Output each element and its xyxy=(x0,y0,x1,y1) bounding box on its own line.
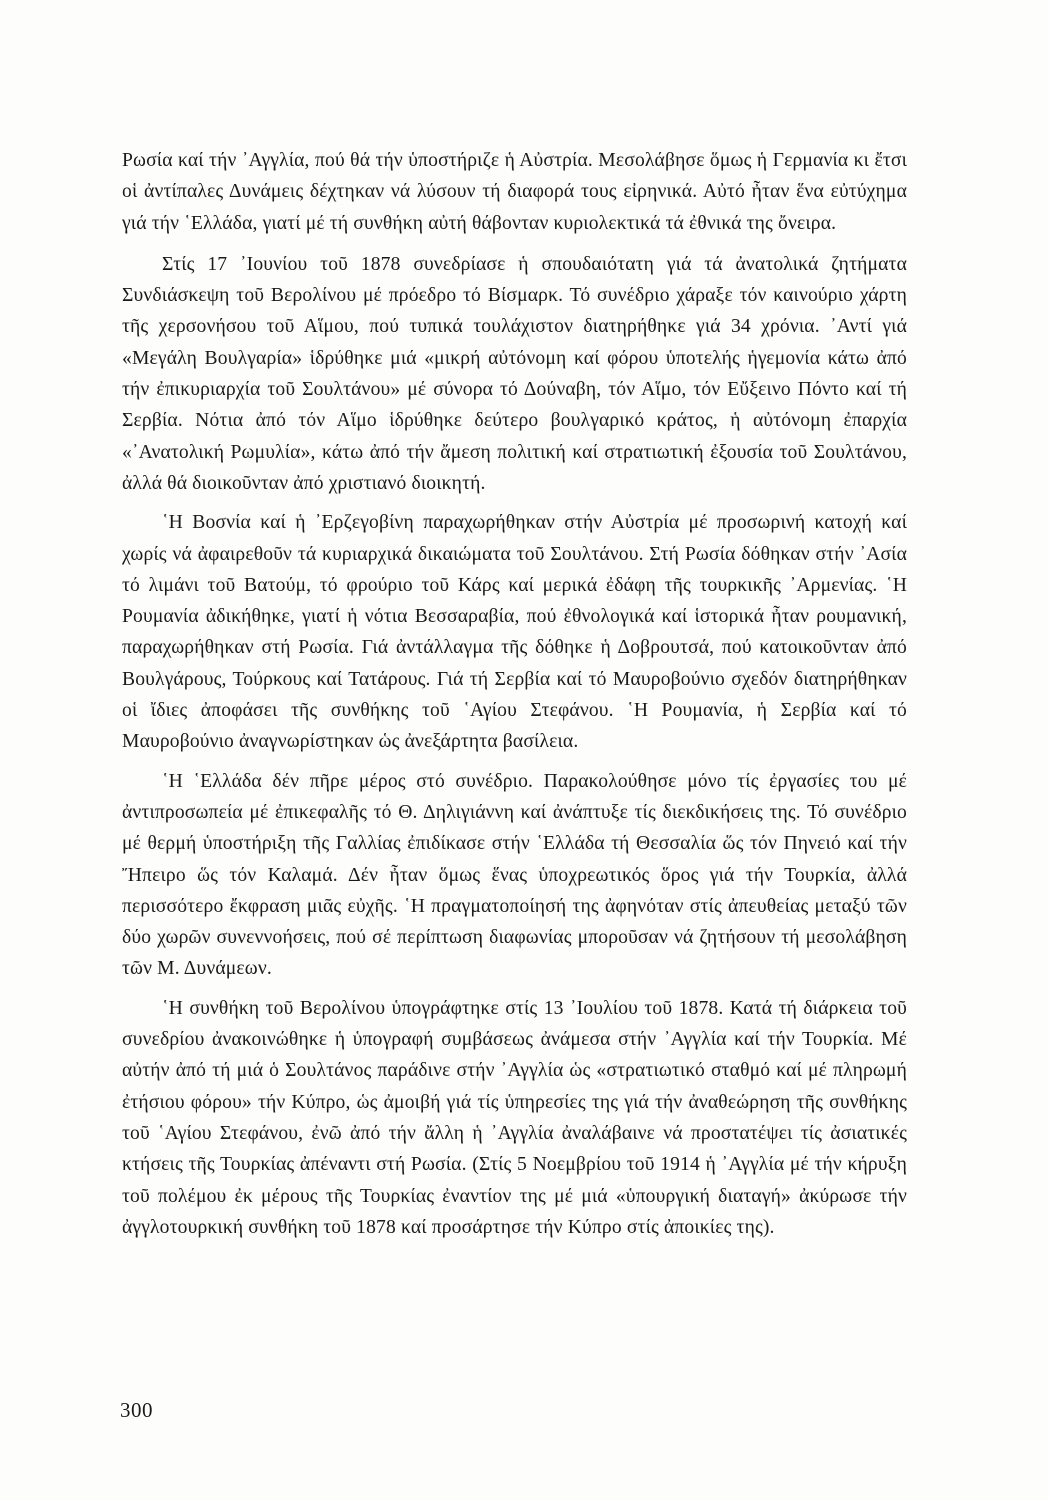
paragraph-3: ῾Η Βοσνία καί ἡ ᾿Ερζεγοβίνη παραχωρήθηκαν στήν Αὐστρία μέ προσωρινή κατοχή καί χωρίς νά ἀφαιρεθοῦν τά κυριαρχικά δικαιώματα τοῦ Σουλτάνου. Στή Ρωσία δόθηκαν στήν ᾿Ασία τό λιμάνι τοῦ Βατούμ, τό φρούριο τοῦ Κάρς καί μερικά ἐδάφη τῆς τουρκικῆς ᾿Αρμενίας. ῾Η Ρουμανία ἀδικήθηκε, γιατί ἡ νότια Βεσσαραβία, πού ἐθνολογικά καί ἱστορικά ἦταν ρουμανική, παραχωρήθηκαν στή Ρωσία. Γιά ἀντάλλαγμα τῆς δόθηκε ἡ Δοβρουτσά, πού κατοικοῦνταν ἀπό Βουλγάρους, Τούρκους καί Τατάρους. Γιά τή Σερβία καί τό Μαυροβούνιο σχεδόν διατηρήθηκαν οἱ ἴδιες ἀποφάσει τῆς συνθήκης τοῦ ῾Αγίου Στεφάνου. ῾Η Ρουμανία, ἡ Σερβία καί τό Μαυροβούνιο ἀναγνωρίστηκαν ὡς ἀνεξάρτητα βασίλεια. xyxy=(122,512,907,753)
paragraph-2: Στίς 17 ᾿Ιουνίου τοῦ 1878 συνεδρίασε ἡ σπουδαιότατη γιά τά ἀνατολικά ζητήματα Συνδιάσκεψη τοῦ Βερολίνου μέ πρόεδρο τό Βίσμαρκ. Τό συνέδριο χάραξε τόν καινούριο χάρτη τῆς χερσονήσου τοῦ Αἵμου, πού τυπικά τουλάχιστον διατηρήθηκε γιά 34 χρόνια. ᾿Αντί γιά «Μεγάλη Βουλγαρία» ἱδρύθηκε μιά «μικρή αὐτόνομη καί φόρου ὑποτελής ἡγεμονία κάτω ἀπό τήν ἐπικυριαρχία τοῦ Σουλτάνου» μέ σύνορα τό Δούναβη, τόν Αἵμο, τόν Εὔξεινο Πόντο καί τή Σερβία. Νότια ἀπό τόν Αἵμο ἱδρύθηκε δεύτερο βουλγαρικό κράτος, ἡ αὐτόνομη ἐπαρχία «᾿Ανατολική Ρωμυλία», κάτω ἀπό τήν ἄμεση πολιτική καί στρατιωτική ἐξουσία τοῦ Σουλτάνου, ἀλλά θά διοικοῦνταν ἀπό χριστιανό διοικητή. xyxy=(122,253,907,494)
page-number: 300 xyxy=(120,1398,153,1422)
paragraph-4: ῾Η ῾Ελλάδα δέν πῆρε μέρος στό συνέδριο. Παρακολούθησε μόνο τίς ἐργασίες του μέ ἀντιπροσωπεία μέ ἐπικεφαλῆς τό Θ. Δηλιγιάννη καί ἀνάπτυξε τίς διεκδικήσεις της. Τό συνέδριο μέ θερμή ὑποστήριξη τῆς Γαλλίας ἐπιδίκασε στήν ῾Ελλάδα τή Θεσσαλία ὥς τόν Πηνειό καί τήν Ἤπειρο ὥς τόν Καλαμά. Δέν ἦταν ὅμως ἕνας ὑποχρεωτικός ὅρος γιά τήν Τουρκία, ἀλλά περισσότερο ἔκφραση μιᾶς εὐχῆς. ῾Η πραγματοποίησή της ἀφηνόταν στίς ἀπευθείας μεταξύ τῶν δύο χωρῶν συνεννοήσεις, πού σέ περίπτωση διαφωνίας μποροῦσαν νά ζητήσουν τή μεσολάβηση τῶν Μ. Δυνάμεων. xyxy=(122,770,907,980)
paragraph-5: ῾Η συνθήκη τοῦ Βερολίνου ὑπογράφτηκε στίς 13 ᾿Ιουλίου τοῦ 1878. Κατά τή διάρκεια τοῦ συνεδρίου ἀνακοινώθηκε ἡ ὑπογραφή συμβάσεως ἀνάμεσα στήν ᾿Αγγλία καί τήν Τουρκία. Μέ αὐτήν ἀπό τή μιά ὁ Σουλτάνος παράδινε στήν ᾿Αγγλία ὡς «στρατιωτικό σταθμό καί μέ πληρωμή ἐτήσιου φόρου» τήν Κύπρο, ὡς ἀμοιβή γιά τίς ὑπηρεσίες της γιά τήν ἀναθεώρηση τῆς συνθήκης τοῦ ῾Αγίου Στεφάνου, ἐνῶ ἀπό τήν ἄλλη ἡ ᾿Αγγλία ἀναλάβαινε νά προστατέψει τίς ἀσιατικές κτήσεις τῆς Τουρκίας ἀπέναντι στή Ρωσία. (Στίς 5 Νοεμβρίου τοῦ 1914 ἡ ᾿Αγγλία μέ τήν κήρυξη τοῦ πολέμου ἐκ μέρους τῆς Τουρκίας ἐναντίον της μέ μιά «ὑπουργική διαταγή» ἀκύρωσε τήν ἀγγλοτουρκική συνθήκη τοῦ 1878 καί προσάρτησε τήν Κύπρο στίς ἀποικίες της). xyxy=(122,997,907,1238)
paragraph-1: Ρωσία καί τήν ᾿Αγγλία, πού θά τήν ὑποστήριζε ἡ Αὐστρία. Μεσολάβησε ὅμως ἡ Γερμανία κι ἔτσι οἱ ἀντίπαλες Δυνάμεις δέχτηκαν νά λύσουν τή διαφορά τους εἰρηνικά. Αὐτό ἦταν ἕνα εὐτύχημα γιά τήν ῾Ελλάδα, γιατί μέ τή συνθήκη αὐτή θάβονταν κυριολεκτικά τά ἐθνικά της ὄνειρα. xyxy=(122,150,907,234)
body-text xyxy=(122,145,907,1243)
